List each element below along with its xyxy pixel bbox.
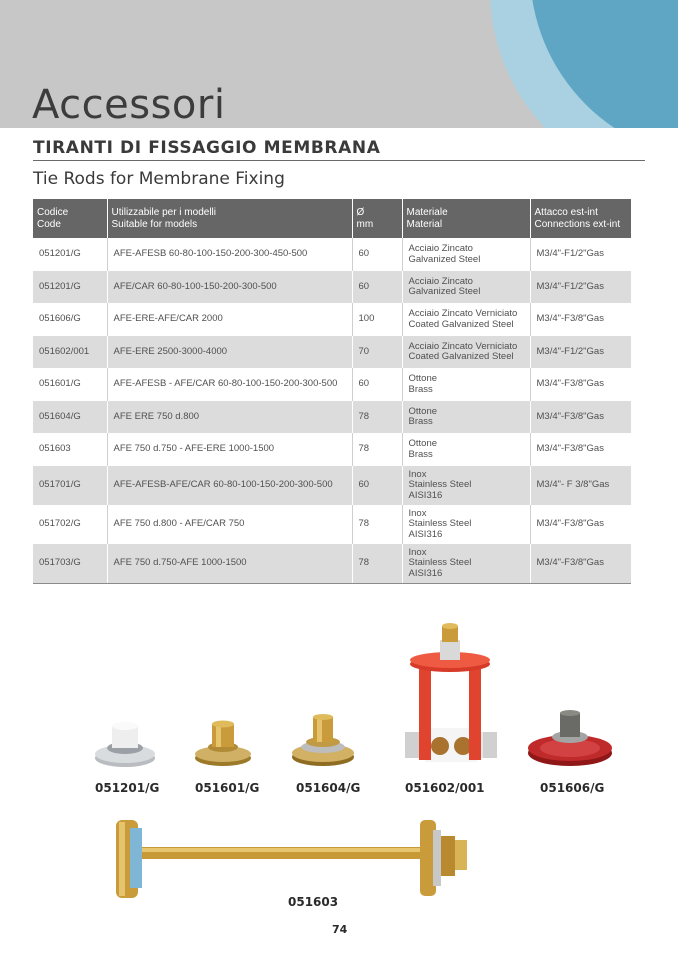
cell-code: 051602/001 [33, 336, 107, 368]
product-image-051606g [526, 705, 614, 770]
cell-models: AFE-ERE 2500-3000-4000 [107, 336, 352, 368]
product-image-051601g [190, 712, 256, 770]
cell-diameter: 60 [352, 368, 402, 401]
cell-models: AFE 750 d.800 - AFE/CAR 750 [107, 505, 352, 544]
table-row [33, 433, 631, 466]
cell-material: Ottone Brass [402, 368, 530, 401]
cell-code: 051201/G [33, 238, 107, 271]
cell-material: Acciaio Zincato Verniciato Coated Galvanized Steel [402, 303, 530, 336]
table-row [33, 544, 631, 583]
table-row [33, 303, 631, 336]
spec-table [33, 199, 631, 584]
cell-connections: M3/4"-F3/8"Gas [530, 401, 631, 433]
cell-material: Acciaio Zincato Galvanized Steel [402, 238, 530, 271]
divider [33, 160, 645, 161]
cell-models: AFE-AFESB 60-80-100-150-200-300-450-500 [107, 238, 352, 271]
product-label: 051201/G [95, 781, 160, 795]
cell-diameter: 60 [352, 238, 402, 271]
header-diameter: Ø mm [352, 199, 402, 238]
table-header-row [33, 199, 631, 238]
cell-material: Inox Stainless Steel AISI316 [402, 466, 530, 505]
product-label: 051603 [288, 895, 339, 909]
product-image-051604g [290, 707, 356, 770]
header-material: Materiale Material [402, 199, 530, 238]
header-code: Codice Code [33, 199, 107, 238]
product-image-051602001 [403, 620, 499, 770]
cell-code: 051702/G [33, 505, 107, 544]
cell-connections: M3/4"-F3/8"Gas [530, 505, 631, 544]
table-row [33, 401, 631, 433]
cell-diameter: 78 [352, 433, 402, 466]
cell-code: 051201/G [33, 271, 107, 303]
cell-models: AFE/CAR 60-80-100-150-200-300-500 [107, 271, 352, 303]
cell-connections: M3/4"-F1/2"Gas [530, 336, 631, 368]
page-title: Accessori [32, 82, 226, 128]
cell-code: 051601/G [33, 368, 107, 401]
cell-material: Inox Stainless Steel AISI316 [402, 505, 530, 544]
table-row [33, 368, 631, 401]
table-row [33, 505, 631, 544]
cell-connections: M3/4"-F3/8"Gas [530, 368, 631, 401]
cell-models: AFE 750 d.750 - AFE-ERE 1000-1500 [107, 433, 352, 466]
header-connections: Attacco est-int Connections ext-int [530, 199, 631, 238]
product-label: 051602/001 [405, 781, 485, 795]
table-row [33, 336, 631, 368]
table-row [33, 271, 631, 303]
page-number: 74 [332, 923, 348, 936]
cell-code: 051604/G [33, 401, 107, 433]
cell-connections: M3/4"-F1/2"Gas [530, 271, 631, 303]
cell-diameter: 78 [352, 544, 402, 583]
cell-diameter: 78 [352, 401, 402, 433]
cell-diameter: 70 [352, 336, 402, 368]
section-title: TIRANTI DI FISSAGGIO MEMBRANA [33, 138, 381, 158]
cell-connections: M3/4"-F3/8"Gas [530, 303, 631, 336]
cell-code: 051603 [33, 433, 107, 466]
cell-material: Ottone Brass [402, 433, 530, 466]
product-label: 051604/G [296, 781, 361, 795]
cell-models: AFE-AFESB-AFE/CAR 60-80-100-150-200-300-500 [107, 466, 352, 505]
cell-connections: M3/4"- F 3/8"Gas [530, 466, 631, 505]
cell-diameter: 100 [352, 303, 402, 336]
section-title-en: Tie Rods for Membrane Fixing [33, 169, 285, 189]
cell-models: AFE 750 d.750-AFE 1000-1500 [107, 544, 352, 583]
cell-diameter: 60 [352, 466, 402, 505]
cell-code: 051606/G [33, 303, 107, 336]
product-label: 051601/G [195, 781, 260, 795]
table-row [33, 238, 631, 271]
product-label: 051606/G [540, 781, 605, 795]
cell-models: AFE-AFESB - AFE/CAR 60-80-100-150-200-300-500 [107, 368, 352, 401]
cell-models: AFE ERE 750 d.800 [107, 401, 352, 433]
cell-connections: M3/4"-F3/8"Gas [530, 544, 631, 583]
cell-models: AFE-ERE-AFE/CAR 2000 [107, 303, 352, 336]
cell-diameter: 60 [352, 271, 402, 303]
cell-material: Inox Stainless Steel AISI316 [402, 544, 530, 583]
cell-code: 051701/G [33, 466, 107, 505]
cell-material: Ottone Brass [402, 401, 530, 433]
header-models: Utilizzabile per i modelli Suitable for models [107, 199, 352, 238]
cell-code: 051703/G [33, 544, 107, 583]
product-image-051603 [110, 810, 470, 900]
cell-diameter: 78 [352, 505, 402, 544]
product-image-051201g [92, 712, 158, 770]
table-row [33, 466, 631, 505]
cell-material: Acciaio Zincato Verniciato Coated Galvanized Steel [402, 336, 530, 368]
cell-connections: M3/4"-F1/2"Gas [530, 238, 631, 271]
cell-material: Acciaio Zincato Galvanized Steel [402, 271, 530, 303]
cell-connections: M3/4"-F3/8"Gas [530, 433, 631, 466]
